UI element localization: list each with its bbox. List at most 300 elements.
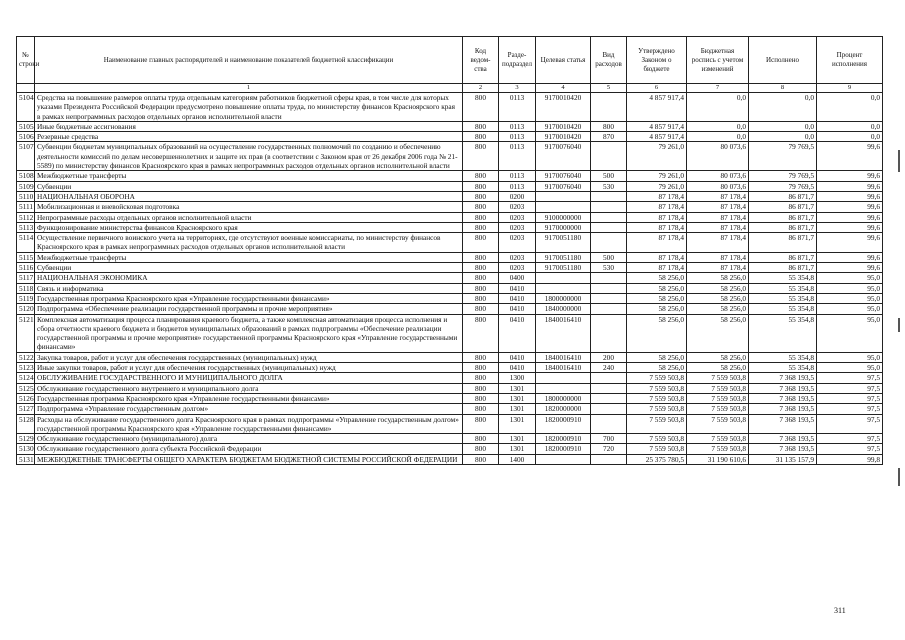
execution-percent: 99,6 xyxy=(817,191,883,201)
row-number: 5127 xyxy=(17,404,35,414)
header-budget-list: Бюджетная роспись с учетом изменений xyxy=(687,37,749,84)
table-row xyxy=(17,283,883,293)
approved-amount: 7 559 503,8 xyxy=(627,414,687,434)
table-row xyxy=(17,222,883,232)
execution-percent: 99,8 xyxy=(817,454,883,464)
section-code: 0410 xyxy=(499,304,536,314)
row-name: Средства на повышение размеров оплаты труда отдельным категориям работников бюджетной сферы края, в том числе для которых указами Президента Российской Федерации предусмотрено повышение оплаты труда, по министерству финансов Красноярского края в рамках непрограммных расходов отдельных органов исполнительной власти xyxy=(35,93,463,122)
row-number: 5120 xyxy=(17,304,35,314)
executed-amount: 7 368 193,5 xyxy=(749,393,817,403)
execution-percent: 97,5 xyxy=(817,373,883,383)
row-name: Функционирование министерства финансов Красноярского края xyxy=(35,222,463,232)
section-code: 0203 xyxy=(499,212,536,222)
target-article: 9170076040 xyxy=(536,181,591,191)
expense-type xyxy=(591,454,627,464)
department-code: 800 xyxy=(463,404,499,414)
row-name: Обслуживание государственного долга субъекта Российской Федерации xyxy=(35,444,463,454)
budget-list-amount: 58 256,0 xyxy=(687,352,749,362)
executed-amount: 55 354,8 xyxy=(749,283,817,293)
expense-type: 530 xyxy=(591,263,627,273)
row-name: Субвенции бюджетам муниципальных образований на осуществление государственных полномочий по созданию и обеспечению деятельности комиссий по делам несовершеннолетних и защите их прав (в соответствии с Законом края от 26 декабря 2006 года № 21-5589) по министерству финансов Красноярского края в рамках непрограммных расходов отдельных органов исполнительной власти xyxy=(35,142,463,171)
row-number: 5116 xyxy=(17,263,35,273)
department-code: 800 xyxy=(463,93,499,122)
table-row xyxy=(17,132,883,142)
table-row xyxy=(17,314,883,352)
row-number: 5128 xyxy=(17,414,35,434)
row-name: Межбюджетные трансферты xyxy=(35,171,463,181)
table-row xyxy=(17,444,883,454)
executed-amount: 86 871,7 xyxy=(749,212,817,222)
section-code: 0410 xyxy=(499,283,536,293)
department-code: 800 xyxy=(463,233,499,253)
budget-list-amount: 80 073,6 xyxy=(687,171,749,181)
department-code: 800 xyxy=(463,352,499,362)
expense-type xyxy=(591,404,627,414)
department-code: 800 xyxy=(463,373,499,383)
budget-list-amount: 58 256,0 xyxy=(687,293,749,303)
row-name: ОБСЛУЖИВАНИЕ ГОСУДАРСТВЕННОГО И МУНИЦИПАЛЬНОГО ДОЛГА xyxy=(35,373,463,383)
row-number: 5105 xyxy=(17,121,35,131)
expense-type: 800 xyxy=(591,121,627,131)
table-row xyxy=(17,404,883,414)
row-name: Государственная программа Красноярского края «Управление государственными финансами» xyxy=(35,393,463,403)
budget-list-amount: 87 178,4 xyxy=(687,263,749,273)
execution-percent: 95,0 xyxy=(817,314,883,352)
department-code: 800 xyxy=(463,142,499,171)
target-article: 1820000000 xyxy=(536,404,591,414)
header-executed: Исполнено xyxy=(749,37,817,84)
table-row xyxy=(17,293,883,303)
section-code: 1301 xyxy=(499,414,536,434)
executed-amount: 79 769,5 xyxy=(749,181,817,191)
approved-amount: 58 256,0 xyxy=(627,314,687,352)
executed-amount: 55 354,8 xyxy=(749,304,817,314)
target-article: 1820000910 xyxy=(536,444,591,454)
executed-amount: 55 354,8 xyxy=(749,363,817,373)
row-name: МЕЖБЮДЖЕТНЫЕ ТРАНСФЕРТЫ ОБЩЕГО ХАРАКТЕРА БЮДЖЕТАМ БЮДЖЕТНОЙ СИСТЕМЫ РОССИЙСКОЙ ФЕДЕРАЦИИ xyxy=(35,454,463,464)
approved-amount: 87 178,4 xyxy=(627,233,687,253)
budget-list-amount: 58 256,0 xyxy=(687,283,749,293)
target-article xyxy=(536,373,591,383)
column-index: 9 xyxy=(817,84,883,93)
section-code: 0400 xyxy=(499,273,536,283)
budget-list-amount: 58 256,0 xyxy=(687,304,749,314)
execution-percent: 95,0 xyxy=(817,363,883,373)
row-name: Расходы на обслуживание государственного долга Красноярского края в рамках подпрограммы «Управление государственным долгом» государственной программы Красноярского края «Управление государственными финансами» xyxy=(35,414,463,434)
expense-type xyxy=(591,233,627,253)
budget-list-amount: 87 178,4 xyxy=(687,202,749,212)
budget-list-amount: 87 178,4 xyxy=(687,233,749,253)
section-code: 0200 xyxy=(499,191,536,201)
execution-percent: 99,6 xyxy=(817,181,883,191)
budget-list-amount: 7 559 503,8 xyxy=(687,434,749,444)
expense-type xyxy=(591,93,627,122)
budget-list-amount: 58 256,0 xyxy=(687,363,749,373)
row-name: Резервные средства xyxy=(35,132,463,142)
target-article: 9170010420 xyxy=(536,121,591,131)
table-row xyxy=(17,212,883,222)
budget-list-amount: 80 073,6 xyxy=(687,142,749,171)
department-code: 800 xyxy=(463,181,499,191)
executed-amount: 7 368 193,5 xyxy=(749,414,817,434)
row-name: Иные закупки товаров, работ и услуг для обеспечения государственных (муниципальных) нужд xyxy=(35,363,463,373)
row-name: Государственная программа Красноярского края «Управление государственными финансами» xyxy=(35,293,463,303)
row-number: 5115 xyxy=(17,252,35,262)
expense-type xyxy=(591,414,627,434)
department-code: 800 xyxy=(463,434,499,444)
department-code: 800 xyxy=(463,132,499,142)
header-section: Разде-подраздел xyxy=(499,37,536,84)
approved-amount: 7 559 503,8 xyxy=(627,373,687,383)
department-code: 800 xyxy=(463,252,499,262)
approved-amount: 7 559 503,8 xyxy=(627,404,687,414)
section-code: 0113 xyxy=(499,93,536,122)
budget-list-amount: 87 178,4 xyxy=(687,191,749,201)
approved-amount: 58 256,0 xyxy=(627,273,687,283)
approved-amount: 4 857 917,4 xyxy=(627,121,687,131)
executed-amount: 86 871,7 xyxy=(749,202,817,212)
executed-amount: 7 368 193,5 xyxy=(749,444,817,454)
execution-percent: 99,6 xyxy=(817,202,883,212)
department-code: 800 xyxy=(463,363,499,373)
target-article: 9170051180 xyxy=(536,263,591,273)
table-row xyxy=(17,171,883,181)
target-article xyxy=(536,273,591,283)
row-name: Обслуживание государственного внутреннего и муниципального долга xyxy=(35,383,463,393)
target-article xyxy=(536,283,591,293)
table-row xyxy=(17,121,883,131)
department-code: 800 xyxy=(463,283,499,293)
department-code: 800 xyxy=(463,444,499,454)
expense-type: 200 xyxy=(591,352,627,362)
budget-list-amount: 87 178,4 xyxy=(687,212,749,222)
row-name: НАЦИОНАЛЬНАЯ ЭКОНОМИКА xyxy=(35,273,463,283)
department-code: 800 xyxy=(463,304,499,314)
approved-amount: 79 261,0 xyxy=(627,171,687,181)
table-row xyxy=(17,383,883,393)
approved-amount: 58 256,0 xyxy=(627,293,687,303)
target-article: 1800000000 xyxy=(536,393,591,403)
budget-list-amount: 7 559 503,8 xyxy=(687,373,749,383)
header-row-number: № строки xyxy=(17,37,35,84)
section-code: 1301 xyxy=(499,434,536,444)
row-number: 5107 xyxy=(17,142,35,171)
header-target-article: Целевая статья xyxy=(536,37,591,84)
section-code: 0410 xyxy=(499,293,536,303)
table-row xyxy=(17,352,883,362)
execution-percent: 99,6 xyxy=(817,142,883,171)
table-row xyxy=(17,434,883,444)
expense-type xyxy=(591,373,627,383)
header-approved: Утверждено Законом о бюджете xyxy=(627,37,687,84)
executed-amount: 79 769,5 xyxy=(749,171,817,181)
table-row xyxy=(17,191,883,201)
section-code: 0203 xyxy=(499,233,536,253)
row-number: 5114 xyxy=(17,233,35,253)
scan-artifact-mark xyxy=(898,318,900,332)
column-index: 2 xyxy=(463,84,499,93)
approved-amount: 7 559 503,8 xyxy=(627,383,687,393)
approved-amount: 4 857 917,4 xyxy=(627,93,687,122)
execution-percent: 0,0 xyxy=(817,132,883,142)
row-name: Непрограммные расходы отдельных органов исполнительной власти xyxy=(35,212,463,222)
approved-amount: 58 256,0 xyxy=(627,363,687,373)
column-index: 6 xyxy=(627,84,687,93)
column-index xyxy=(17,84,35,93)
execution-percent: 97,5 xyxy=(817,444,883,454)
section-code: 0113 xyxy=(499,181,536,191)
target-article: 1820000910 xyxy=(536,414,591,434)
table-row xyxy=(17,263,883,273)
expense-type: 500 xyxy=(591,252,627,262)
department-code: 800 xyxy=(463,293,499,303)
budget-list-amount: 7 559 503,8 xyxy=(687,414,749,434)
expense-type xyxy=(591,273,627,283)
execution-percent: 99,6 xyxy=(817,212,883,222)
target-article: 1800000000 xyxy=(536,293,591,303)
approved-amount: 25 375 780,5 xyxy=(627,454,687,464)
target-article: 1840016410 xyxy=(536,352,591,362)
expense-type xyxy=(591,293,627,303)
approved-amount: 58 256,0 xyxy=(627,283,687,293)
executed-amount: 0,0 xyxy=(749,121,817,131)
section-code: 1301 xyxy=(499,444,536,454)
department-code: 800 xyxy=(463,212,499,222)
expense-type xyxy=(591,304,627,314)
expense-type xyxy=(591,314,627,352)
column-index: 3 xyxy=(499,84,536,93)
budget-list-amount: 87 178,4 xyxy=(687,222,749,232)
target-article: 1820000910 xyxy=(536,434,591,444)
row-name: Комплексная автоматизация процесса планирования краевого бюджета, а также комплексная автоматизация процесса исполнения и сбора отчетности краевого бюджета и бюджетов муниципальных образований в рамках подпрограммы «Обеспечение реализации государственной программы и прочие мероприятия» государственной программы Красноярского края «Управление государственными финансами» xyxy=(35,314,463,352)
row-number: 5126 xyxy=(17,393,35,403)
budget-list-amount: 80 073,6 xyxy=(687,181,749,191)
expense-type xyxy=(591,222,627,232)
row-number: 5108 xyxy=(17,171,35,181)
table-row xyxy=(17,202,883,212)
row-number: 5106 xyxy=(17,132,35,142)
target-article xyxy=(536,202,591,212)
department-code: 800 xyxy=(463,263,499,273)
section-code: 1300 xyxy=(499,373,536,383)
executed-amount: 7 368 193,5 xyxy=(749,404,817,414)
row-name: Связь и информатика xyxy=(35,283,463,293)
expense-type xyxy=(591,212,627,222)
row-name: Подпрограмма «Обеспечение реализации государственной программы и прочие мероприятия» xyxy=(35,304,463,314)
execution-percent: 99,6 xyxy=(817,222,883,232)
section-code: 0410 xyxy=(499,314,536,352)
target-article: 9170076040 xyxy=(536,171,591,181)
executed-amount: 86 871,7 xyxy=(749,263,817,273)
department-code: 800 xyxy=(463,202,499,212)
executed-amount: 79 769,5 xyxy=(749,142,817,171)
department-code: 800 xyxy=(463,171,499,181)
row-name: Мобилизационная и вневойсковая подготовка xyxy=(35,202,463,212)
row-number: 5123 xyxy=(17,363,35,373)
section-code: 1400 xyxy=(499,454,536,464)
table-row xyxy=(17,233,883,253)
table-row xyxy=(17,142,883,171)
section-code: 0410 xyxy=(499,363,536,373)
column-index-row xyxy=(17,84,883,93)
row-name: НАЦИОНАЛЬНАЯ ОБОРОНА xyxy=(35,191,463,201)
section-code: 0113 xyxy=(499,132,536,142)
execution-percent: 99,6 xyxy=(817,263,883,273)
target-article: 1840016410 xyxy=(536,314,591,352)
department-code: 800 xyxy=(463,191,499,201)
target-article: 9170076040 xyxy=(536,142,591,171)
department-code: 800 xyxy=(463,454,499,464)
execution-percent: 99,6 xyxy=(817,252,883,262)
scan-artifact-mark xyxy=(898,150,900,172)
page-number: 311 xyxy=(834,606,846,615)
row-number: 5109 xyxy=(17,181,35,191)
budget-list-amount: 0,0 xyxy=(687,132,749,142)
executed-amount: 55 354,8 xyxy=(749,352,817,362)
budget-list-amount: 7 559 503,8 xyxy=(687,393,749,403)
scan-artifact-mark xyxy=(898,468,900,486)
execution-percent: 0,0 xyxy=(817,121,883,131)
row-name: Субвенции xyxy=(35,181,463,191)
budget-list-amount: 0,0 xyxy=(687,121,749,131)
section-code: 0203 xyxy=(499,263,536,273)
target-article: 9170010420 xyxy=(536,132,591,142)
budget-list-amount: 58 256,0 xyxy=(687,314,749,352)
table-row xyxy=(17,454,883,464)
row-number: 5119 xyxy=(17,293,35,303)
table-row xyxy=(17,273,883,283)
table-row xyxy=(17,252,883,262)
row-number: 5117 xyxy=(17,273,35,283)
approved-amount: 58 256,0 xyxy=(627,304,687,314)
expense-type: 240 xyxy=(591,363,627,373)
row-number: 5121 xyxy=(17,314,35,352)
approved-amount: 87 178,4 xyxy=(627,222,687,232)
execution-percent: 97,5 xyxy=(817,393,883,403)
approved-amount: 58 256,0 xyxy=(627,352,687,362)
approved-amount: 87 178,4 xyxy=(627,252,687,262)
execution-percent: 95,0 xyxy=(817,304,883,314)
department-code: 800 xyxy=(463,314,499,352)
execution-percent: 95,0 xyxy=(817,352,883,362)
table-row xyxy=(17,363,883,373)
department-code: 800 xyxy=(463,393,499,403)
target-article: 9170051180 xyxy=(536,252,591,262)
approved-amount: 87 178,4 xyxy=(627,191,687,201)
row-number: 5122 xyxy=(17,352,35,362)
execution-percent: 95,0 xyxy=(817,283,883,293)
execution-percent: 95,0 xyxy=(817,273,883,283)
table-row xyxy=(17,414,883,434)
executed-amount: 86 871,7 xyxy=(749,252,817,262)
approved-amount: 87 178,4 xyxy=(627,263,687,273)
target-article xyxy=(536,191,591,201)
target-article xyxy=(536,454,591,464)
column-index: 4 xyxy=(536,84,591,93)
table-row xyxy=(17,93,883,122)
row-number: 5118 xyxy=(17,283,35,293)
section-code: 1301 xyxy=(499,393,536,403)
department-code: 800 xyxy=(463,383,499,393)
section-code: 1301 xyxy=(499,383,536,393)
approved-amount: 79 261,0 xyxy=(627,181,687,191)
execution-percent: 99,6 xyxy=(817,171,883,181)
executed-amount: 7 368 193,5 xyxy=(749,383,817,393)
executed-amount: 7 368 193,5 xyxy=(749,373,817,383)
budget-list-amount: 58 256,0 xyxy=(687,273,749,283)
table-row xyxy=(17,304,883,314)
executed-amount: 55 354,8 xyxy=(749,273,817,283)
budget-list-amount: 7 559 503,8 xyxy=(687,383,749,393)
execution-percent: 95,0 xyxy=(817,293,883,303)
expense-type xyxy=(591,383,627,393)
execution-percent: 97,5 xyxy=(817,414,883,434)
executed-amount: 31 135 157,9 xyxy=(749,454,817,464)
expense-type xyxy=(591,393,627,403)
target-article: 9100000000 xyxy=(536,212,591,222)
table-body xyxy=(17,93,883,465)
header-expense-type: Вид расходов xyxy=(591,37,627,84)
target-article: 9170010420 xyxy=(536,93,591,122)
row-number: 5111 xyxy=(17,202,35,212)
row-number: 5130 xyxy=(17,444,35,454)
column-index: 8 xyxy=(749,84,817,93)
row-name: Обслуживание государственного (муниципального) долга xyxy=(35,434,463,444)
executed-amount: 55 354,8 xyxy=(749,293,817,303)
execution-percent: 97,5 xyxy=(817,434,883,444)
department-code: 800 xyxy=(463,222,499,232)
row-name: Субвенции xyxy=(35,263,463,273)
executed-amount: 86 871,7 xyxy=(749,191,817,201)
section-code: 0203 xyxy=(499,252,536,262)
executed-amount: 55 354,8 xyxy=(749,314,817,352)
expense-type xyxy=(591,191,627,201)
row-number: 5104 xyxy=(17,93,35,122)
department-code: 800 xyxy=(463,273,499,283)
budget-list-amount: 7 559 503,8 xyxy=(687,444,749,454)
approved-amount: 87 178,4 xyxy=(627,202,687,212)
expense-type xyxy=(591,202,627,212)
row-number: 5131 xyxy=(17,454,35,464)
approved-amount: 7 559 503,8 xyxy=(627,444,687,454)
expense-type: 530 xyxy=(591,181,627,191)
expense-type xyxy=(591,142,627,171)
row-name: Осуществление первичного воинского учета на территориях, где отсутствуют военные комиссариаты, по министерству финансов Красноярского края в рамках непрограммных расходов отдельных органов исполнительной власти xyxy=(35,233,463,253)
section-code: 1301 xyxy=(499,404,536,414)
header-percent: Процент исполнения xyxy=(817,37,883,84)
section-code: 0113 xyxy=(499,171,536,181)
execution-percent: 97,5 xyxy=(817,404,883,414)
header-department-code: Код ведом-ства xyxy=(463,37,499,84)
row-number: 5113 xyxy=(17,222,35,232)
expense-type: 870 xyxy=(591,132,627,142)
row-name: Иные бюджетные ассигнования xyxy=(35,121,463,131)
column-index: 7 xyxy=(687,84,749,93)
executed-amount: 0,0 xyxy=(749,132,817,142)
row-number: 5129 xyxy=(17,434,35,444)
expense-type: 720 xyxy=(591,444,627,454)
execution-percent: 0,0 xyxy=(817,93,883,122)
section-code: 0203 xyxy=(499,202,536,212)
approved-amount: 87 178,4 xyxy=(627,212,687,222)
column-index: 5 xyxy=(591,84,627,93)
target-article: 1840000000 xyxy=(536,304,591,314)
approved-amount: 79 261,0 xyxy=(627,142,687,171)
table-row xyxy=(17,373,883,383)
header-name: Наименование главных распорядителей и наименование показателей бюджетной классификации xyxy=(35,37,463,84)
expense-type xyxy=(591,283,627,293)
target-article: 9170051180 xyxy=(536,233,591,253)
